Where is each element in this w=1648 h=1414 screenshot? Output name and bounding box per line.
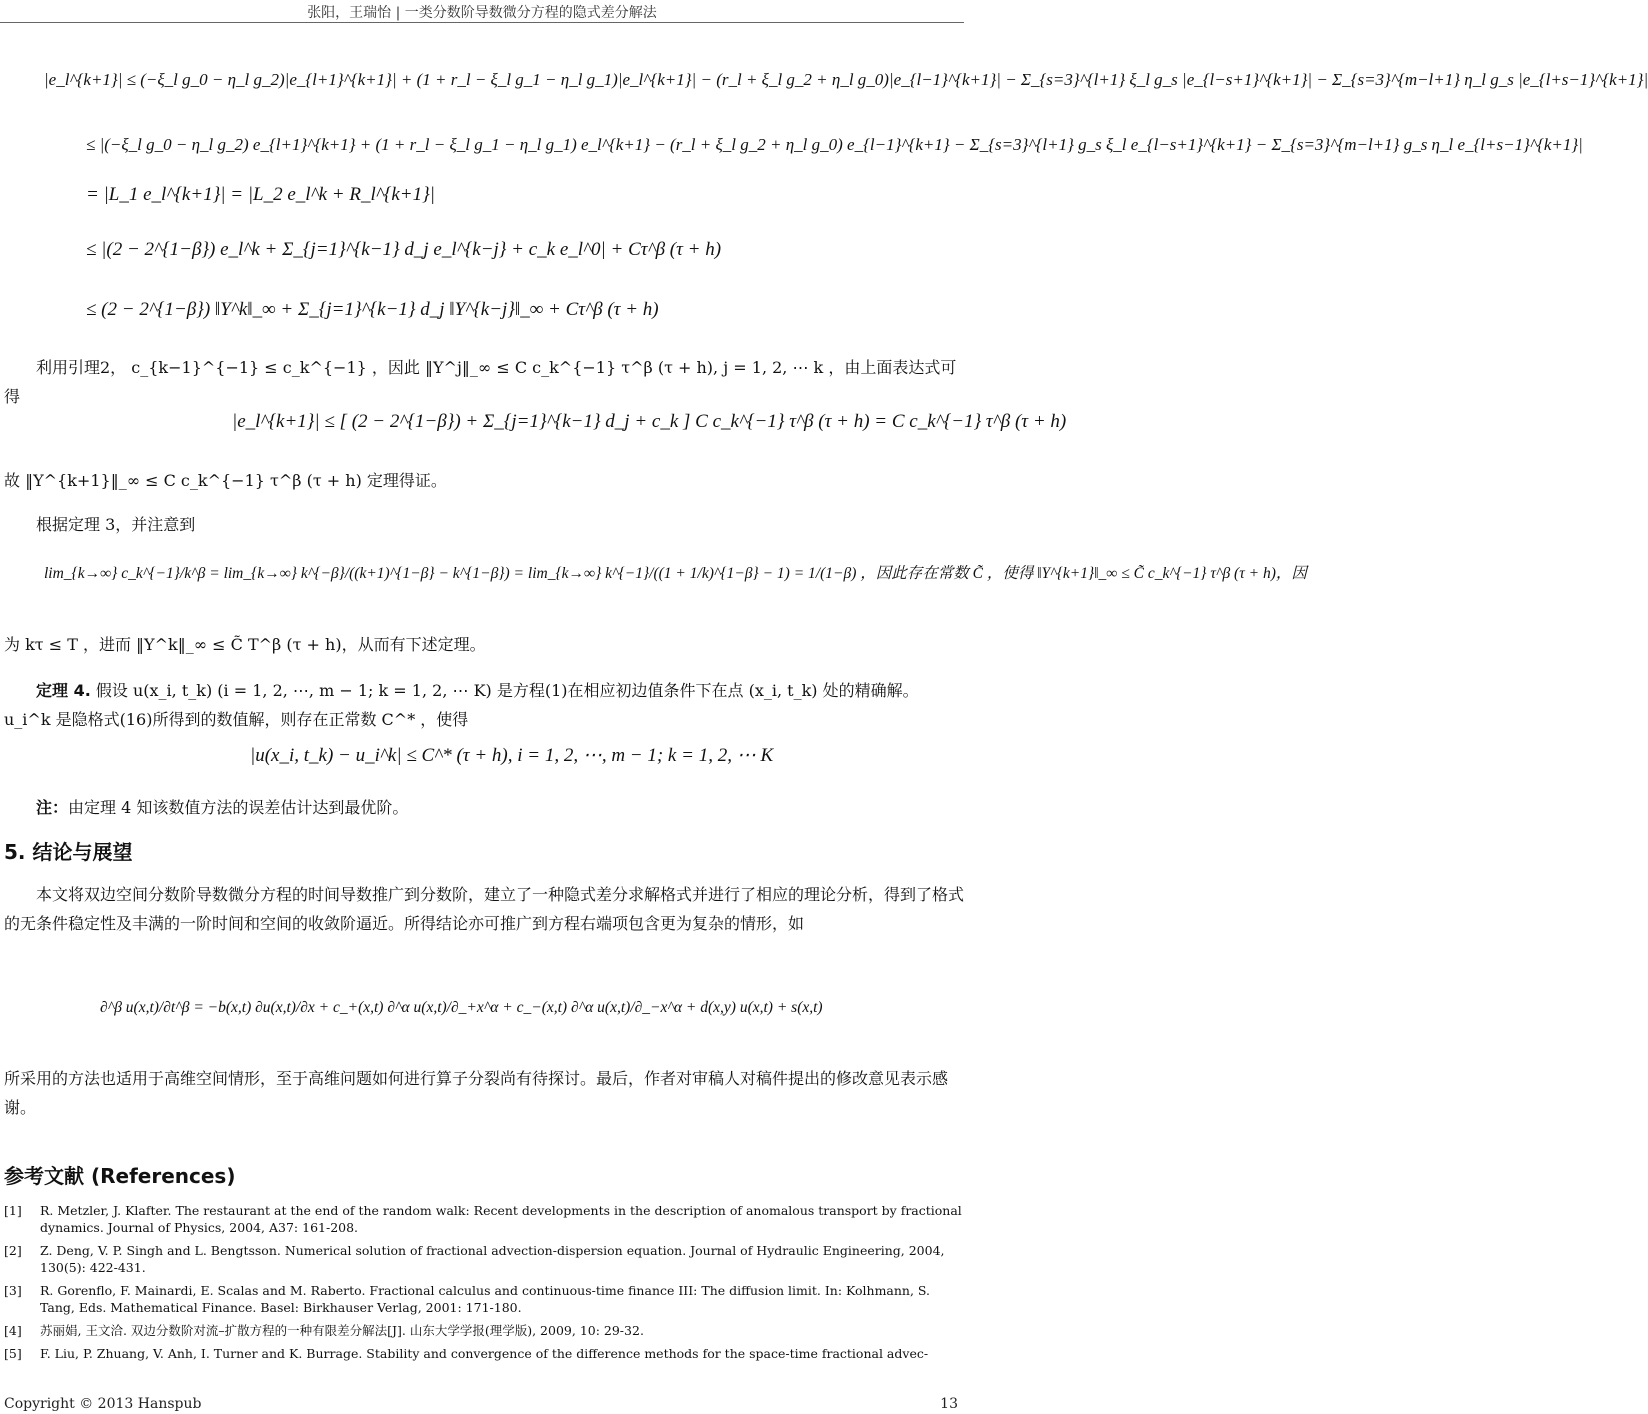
reference-text: Z. Deng, V. P. Singh and L. Bengtsson. Numerical solution of fractional advection-dispersion equation. Journal of Hydraulic Engineering, 2004, 130(5): 422-431. bbox=[40, 1243, 945, 1275]
reference-number: [3] bbox=[4, 1283, 22, 1298]
estimate-line-3: = |L_1 e_l^{k+1}| = |L_2 e_l^k + R_l^{k+1}| bbox=[86, 184, 435, 205]
reference-text: F. Liu, P. Zhuang, V. Anh, I. Turner and K. Burrage. Stability and convergence of the difference methods for the space-time fractional advec- bbox=[40, 1346, 929, 1361]
note-label: 注： bbox=[36, 798, 69, 817]
proof-conclusion: 故 ‖Y^{k+1}‖_∞ ≤ C c_k^{−1} τ^β (τ + h) 定理得证。 bbox=[4, 471, 447, 490]
estimate-line-2: ≤ |(−ξ_l g_0 − η_l g_2) e_{l+1}^{k+1} + (1 + r_l − ξ_l g_1 − η_l g_1) e_l^{k+1} − (r_l + ξ_l g_2 + η_l g_0) e_{l−1}^{k+1} − Σ_{s=3}^{l+1} g_s ξ_l e_{l−s+1}^{k+1} − Σ_{s=3}^{m−l+1} g_s η_l e_{l+s−1}^{k+1}| bbox=[86, 135, 1583, 154]
section-5-paragraph-1: 本文将双边空间分数阶导数微分方程的时间导数推广到分数阶，建立了一种隐式差分求解格式并进行了相应的理论分析，得到了格式的无条件稳定性及丰满的一阶时间和空间的收敛阶逼近。所得结论亦可推广到方程右端项包含更为复杂的情形，如 bbox=[4, 885, 965, 933]
note bbox=[4, 793, 964, 822]
reference-item bbox=[4, 1202, 962, 1236]
limit-expression: lim_{k→∞} c_k^{−1}/k^β = lim_{k→∞} k^{−β}/((k+1)^{1−β} − k^{1−β}) = lim_{k→∞} k^{−1}/((1 + 1/k)^{1−β} − 1) = 1/(1−β) ，因此存在常数 C̃ ，使得 ‖Y^{k+1}‖_∞ ≤ C̃ c_k^{−1} τ^β (τ + h)，因 bbox=[44, 565, 1307, 582]
reference-number: [2] bbox=[4, 1243, 22, 1258]
by-theorem-sentence: 根据定理 3，并注意到 bbox=[36, 515, 196, 534]
copyright-footer: Copyright © 2013 Hanspub bbox=[4, 1396, 202, 1412]
section-5-paragraph-2: 所采用的方法也适用于高维空间情形，至于高维问题如何进行算子分裂尚有待探讨。最后，作者对审稿人对稿件提出的修改意见表示感谢。 bbox=[4, 1069, 949, 1117]
reference-number: [4] bbox=[4, 1323, 22, 1338]
reference-text: R. Metzler, J. Klafter. The restaurant at the end of the random walk: Recent developments in the description of anomalous transport by fractional dynamics. Journal of Physics, 2004, A37: 161-208. bbox=[40, 1203, 962, 1235]
page-number: 13 bbox=[940, 1396, 958, 1412]
reference-number: [5] bbox=[4, 1346, 22, 1361]
running-header: 张阳，王瑞怡 | 一类分数阶导数微分方程的隐式差分解法 bbox=[307, 5, 657, 21]
reference-item bbox=[4, 1345, 962, 1362]
estimate-line-1: |e_l^{k+1}| ≤ (−ξ_l g_0 − η_l g_2)|e_{l+1}^{k+1}| + (1 + r_l − ξ_l g_1 − η_l g_1)|e_l^{k+1}| − (r_l + ξ_l g_2 + η_l g_0)|e_{l−1}^{k+1}| − Σ_{s=3}^{l+1} ξ_l g_s |e_{l−s+1}^{k+1}| − Σ_{s=3}^{m−l+1} η_l g_s |e_{l+s−1}^{k+1}| bbox=[44, 70, 1648, 89]
reference-number: [1] bbox=[4, 1203, 22, 1218]
references-heading: 参考文献 (References) bbox=[4, 1164, 236, 1188]
section-5-heading: 5. 结论与展望 bbox=[4, 840, 133, 864]
lemma-sentence: 利用引理2， c_{k−1}^{−1} ≤ c_k^{−1} ，因此 ‖Y^j‖_∞ ≤ C c_k^{−1} τ^β (τ + h), j = 1, 2, ⋯ k ，由上面表达式可得 bbox=[4, 358, 957, 406]
estimate-line-4: ≤ |(2 − 2^{1−β}) e_l^k + Σ_{j=1}^{k−1} d_j e_l^{k−j} + c_k e_l^0| + Cτ^β (τ + h) bbox=[86, 239, 722, 260]
generalized-pde: ∂^β u(x,t)/∂t^β = −b(x,t) ∂u(x,t)/∂x + c_+(x,t) ∂^α u(x,t)/∂_+x^α + c_−(x,t) ∂^α u(x,t)/∂_−x^α + d(x,y) u(x,t) + s(x,t) bbox=[100, 999, 823, 1016]
header-rule bbox=[0, 22, 964, 23]
theorem-4-equation: |u(x_i, t_k) − u_i^k| ≤ C^* (τ + h), i = 1, 2, ⋯, m − 1; k = 1, 2, ⋯ K bbox=[250, 745, 774, 766]
note-text: 由定理 4 知该数值方法的误差估计达到最优阶。 bbox=[68, 798, 409, 817]
theorem-4 bbox=[4, 676, 964, 734]
estimate-line-5: ≤ (2 − 2^{1−β}) ‖Y^k‖_∞ + Σ_{j=1}^{k−1} d_j ‖Y^{k−j}‖_∞ + Cτ^β (τ + h) bbox=[86, 299, 659, 320]
reference-list bbox=[4, 1202, 962, 1368]
display-equation-2: |e_l^{k+1}| ≤ [ (2 − 2^{1−β}) + Σ_{j=1}^{k−1} d_j + c_k ] C c_k^{−1} τ^β (τ + h) = C c_k^{−1} τ^β (τ + h) bbox=[232, 411, 1067, 432]
because-sentence: 为 kτ ≤ T ，进而 ‖Y^k‖_∞ ≤ C̃ T^β (τ + h)，从而有下述定理。 bbox=[4, 635, 486, 654]
reference-text: 苏丽娟, 王文洽. 双边分数阶对流–扩散方程的一种有限差分解法[J]. 山东大学学报(理学版), 2009, 10: 29-32. bbox=[40, 1323, 644, 1338]
theorem-4-text: 假设 u(x_i, t_k) (i = 1, 2, ⋯, m − 1; k = 1, 2, ⋯ K) 是方程(1)在相应初边值条件下在点 (x_i, t_k) 处的精确解。u_i^k 是隐格式(16)所得到的数值解，则存在正常数 C^* ，使得 bbox=[4, 681, 919, 729]
reference-item bbox=[4, 1282, 962, 1316]
theorem-4-label: 定理 4. bbox=[36, 681, 91, 700]
reference-item bbox=[4, 1242, 962, 1276]
reference-item bbox=[4, 1322, 962, 1339]
reference-text: R. Gorenflo, F. Mainardi, E. Scalas and M. Raberto. Fractional calculus and continuous-time finance III: The diffusion limit. In: Kolhmann, S. Tang, Eds. Mathematical Finance. Basel: Birkhauser Verlag, 2001: 171-180. bbox=[40, 1283, 931, 1315]
